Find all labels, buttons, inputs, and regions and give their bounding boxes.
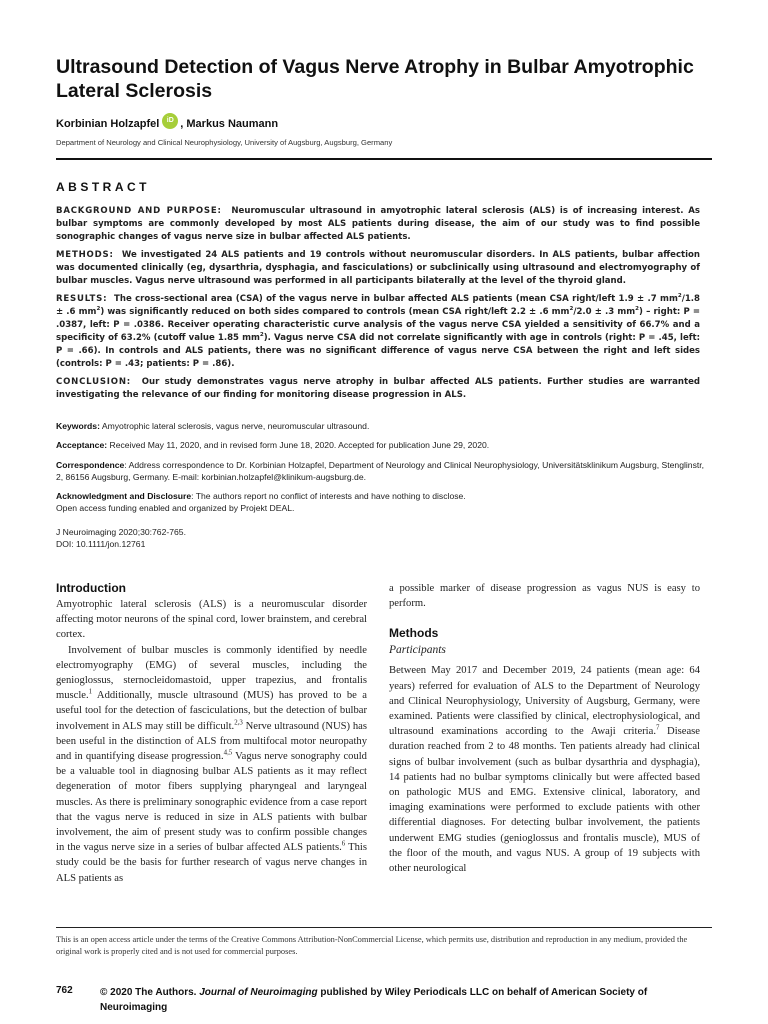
meta-text: : Address correspondence to Dr. Korbinian Holzapfel, Department of Neurology and Clinical Neurophysiology, Universitätsklinikum Augsburg, Stenglinstr, 2, 86156 Augsburg, Germany. E-mail: korbinian.holzapfel@klinikum-augsburg.de. xyxy=(56,460,705,482)
abstract-label: RESULTS: xyxy=(56,294,108,304)
superscript: 2 xyxy=(96,306,101,313)
citation-ref[interactable]: 4,5 xyxy=(223,749,233,757)
meta-label: Keywords: xyxy=(56,421,100,431)
citation-ref[interactable]: 2,3 xyxy=(234,719,243,727)
page-number: 762 xyxy=(56,985,73,996)
abstract-text: /1.8 ± .6 mm xyxy=(56,294,700,317)
meta-text: Received May 11, 2020, and in revised form June 18, 2020. Accepted for publication June 29, 2020. xyxy=(109,440,490,450)
paragraph-text: Between May 2017 and December 2019, 24 patients (mean age: 64 years) referred for evaluation of ALS to the Department of Neurology and Clinical Neurophysiology, University of Augsburg, Germany, were examined. Patients were classified by clinical, electrophysiological, and ultrasound examinations according to the Awaji criteria. xyxy=(389,665,700,738)
paragraph-text: Additionally, muscle ultrasound (MUS) has proved to be a useful tool for the detection of fasciculations, but the detection of bulbar involvement in ALS may still be difficult. xyxy=(56,690,367,732)
copyright-line xyxy=(100,985,660,1015)
doi-link[interactable]: DOI: 10.1111/jon.12761 xyxy=(56,538,146,549)
abstract-methods xyxy=(56,249,700,288)
correspondence xyxy=(56,460,706,483)
abstract-text: The cross-sectional area (CSA) of the vagus nerve in bulbar affected ALS patients (mean CSA right/left 1.9 ± .7 mm xyxy=(114,294,678,304)
meta-text: : The authors report no conflict of interests and have nothing to disclose. xyxy=(191,491,466,501)
abstract-text: ) – right: P = .0387, left: P = .0386. Receiver operating characteristic curve analysis of the vagus nerve CSA yielded a sensitivity of 66.7% and a specificity of 63.2% (cutoff value 1.85 mm xyxy=(56,307,701,343)
paragraph xyxy=(389,663,700,876)
author-line xyxy=(56,116,278,132)
citation-ref[interactable]: 6 xyxy=(341,840,346,848)
subsection-heading: Participants xyxy=(389,644,446,657)
copyright-text: © 2020 The Authors. xyxy=(100,987,200,998)
funding-text: Open access funding enabled and organized by Projekt DEAL. xyxy=(56,502,295,513)
author-name: , Markus Naumann xyxy=(180,118,279,130)
paragraph-text: Vagus nerve sonography could be a valuable tool in diagnosing bulbar ALS patients as it may reflect degeneration of motor fibers supplying pharyngeal and laryngeal muscles. As there is preliminary sonographic evidence from a case report that the vagus nerve is reduced in size in ALS patients with bulbar involvement, the aim of present study was to confirm possible changes in the vagus nerve size in a series of bulbar affected ALS patients. xyxy=(56,751,367,854)
abstract-text: ) was significantly reduced on both sides compared to controls (mean CSA right/left 2.2 ± .6 mm xyxy=(100,307,570,317)
copyright-text: published by Wiley Periodicals LLC on behalf of American Society of Neuroimaging xyxy=(100,987,648,1013)
article-title: Ultrasound Detection of Vagus Nerve Atrophy in Bulbar Amyotrophic Lateral Sclerosis xyxy=(56,56,694,102)
paragraph-text: Involvement of bulbar muscles is commonly identified by needle electromyography (EMG) of several muscles, including the genioglossus, sternocleidomastoid, upper trapezius, and frontalis muscle. xyxy=(56,644,367,702)
paragraph-text: Disease duration reached from 2 to 48 months. Ten patients already had clinical signs of bulbar involvement (such as bulbar dysarthria and dysphagia), 14 patients had no bulbar symptoms clinically but were affected based on pathologic MUS and EMG. Extensive clinical, laboratory, and imaging examinations were performed to exclude patients with other differential diagnoses. For detecting bulbar involvement, the patients underwent EMG studies (genioglossus and frontalis muscle), MUS of the floor of the mouth, and vagus NUS. A group of 19 subjects with other neurological xyxy=(389,726,700,875)
paragraph: Amyotrophic lateral sclerosis (ALS) is a neuromuscular disorder affecting motor neurons of the spinal cord, lower brainstem, and cerebral cortex. xyxy=(56,599,367,641)
acceptance xyxy=(56,440,706,452)
paragraph: a possible marker of disease progression as vagus NUS is easy to perform. xyxy=(389,583,700,610)
acknowledgment xyxy=(56,491,706,514)
abstract-label: CONCLUSION: xyxy=(56,377,132,387)
left-column xyxy=(56,580,367,886)
abstract-heading: ABSTRACT xyxy=(56,180,150,194)
paragraph-text: This study could be the basis for further research of vagus nerve changes in ALS patients as xyxy=(56,842,367,884)
abstract-background xyxy=(56,205,700,244)
keywords xyxy=(56,421,706,433)
meta-label: Acceptance: xyxy=(56,440,108,450)
superscript: 2 xyxy=(677,293,682,300)
paragraph-text: Nerve ultrasound (NUS) has been useful in the distinction of ALS from multifocal motor neuropathy and in quantifying disease progression. xyxy=(56,720,368,763)
abstract-label: METHODS: xyxy=(56,250,114,260)
section-heading: Introduction xyxy=(56,581,126,595)
meta-label: Correspondence xyxy=(56,460,125,470)
abstract-text: Our study demonstrates vagus nerve atrophy in bulbar affected ALS patients. Further studies are warranted investigating the relevance of our finding for monitoring disease progression in ALS. xyxy=(56,377,700,400)
meta-label: Acknowledgment and Disclosure xyxy=(56,491,192,501)
journal-name: Journal of Neuroimaging xyxy=(199,987,318,998)
abstract-text: We investigated 24 ALS patients and 19 controls without neuromuscular disorders. In ALS patients, bulbar affection was documented clinically (eg, dysarthria, dysphagia, and fasciculations) or subclinically using ultrasound and electromyography of bulbar muscles. Vagus nerve ultrasound was performed in all participants bilaterally at the level of the thyroid gland. xyxy=(56,250,700,286)
abstract-label: BACKGROUND AND PURPOSE: xyxy=(56,206,222,216)
superscript: 2 xyxy=(569,306,574,313)
superscript: 2 xyxy=(635,306,640,313)
section-heading: Methods xyxy=(389,626,439,641)
journal-reference: J Neuroimaging 2020;30:762-765. xyxy=(56,527,186,537)
footnote-rule xyxy=(56,927,712,928)
affiliation: Department of Neurology and Clinical Neurophysiology, University of Augsburg, Augsburg, Germany xyxy=(56,138,393,147)
orcid-icon[interactable]: iD xyxy=(162,113,178,129)
citation-ref[interactable]: 1 xyxy=(88,688,93,696)
citation xyxy=(56,527,706,550)
license-footnote: This is an open access article under the terms of the Creative Commons Attribution-NonCommercial License, which permits use, distribution and reproduction in any medium, provided the original work is properly cited and is not used for commercial purposes. xyxy=(56,935,688,956)
meta-text: Amyotrophic lateral sclerosis, vagus nerve, neuromuscular ultrasound. xyxy=(101,421,370,431)
right-column xyxy=(389,581,700,876)
superscript: 2 xyxy=(259,332,264,339)
author-name: Korbinian Holzapfel xyxy=(56,118,160,130)
citation-ref[interactable]: 7 xyxy=(655,724,660,732)
header-rule xyxy=(56,158,712,160)
abstract-conclusion xyxy=(56,376,700,402)
abstract-results xyxy=(56,293,700,371)
paragraph xyxy=(56,643,367,886)
abstract-text: /2.0 ± .3 mm xyxy=(573,307,636,317)
abstract-text: Neuromuscular ultrasound in amyotrophic lateral sclerosis (ALS) is of increasing interest. As bulbar symptoms are commonly developed by most ALS patients during disease, the aim of our study was to find possible sonographic changes of vagus nerve size in bulbar affected ALS patients. xyxy=(56,206,700,242)
abstract-text: ). Vagus nerve CSA did not correlate significantly with age in controls (right: P = .45, left: P = .66). In controls and ALS patients, there was no significant difference of vagus nerve CSA between the right and left sides (controls: P = .43; patients: P = .86). xyxy=(56,333,700,369)
